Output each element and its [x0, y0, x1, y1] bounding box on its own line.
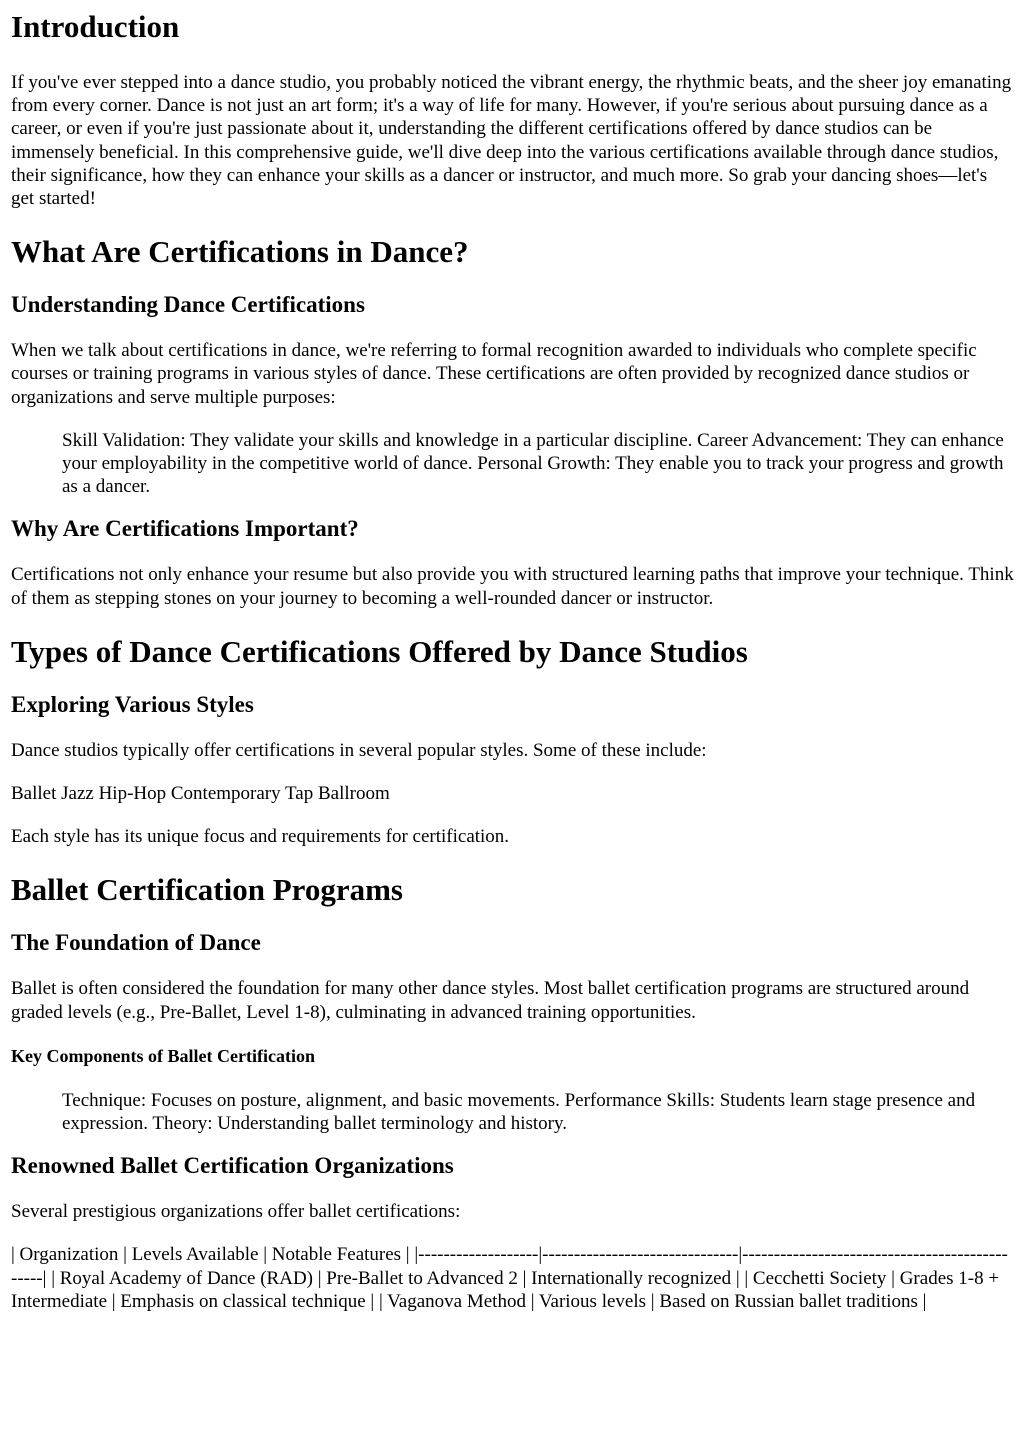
styles-list-paragraph: Ballet Jazz Hip-Hop Contemporary Tap Ballroom: [11, 783, 390, 805]
organizations-table-text: | Organization | Levels Available | Notable Features | |-------------------|-------------------------------|-----------------------------------------------| | Royal Academy of Dance (RAD) | Pre-Ballet to Advanced 2 | Internationally recognized | | Cecchetti Society | Grades 1-8 + Intermediate | Emphasis on classical technique | | Vaganova Method | Various levels | Based on Russian ballet traditions |: [11, 1244, 1008, 1312]
understanding-paragraph: When we talk about certifications in dance, we're referring to formal recognition awarded to individuals who complete specific courses or training programs in various styles of dance. These certifications are often provided by recognized dance studios or organizations and serve multiple purposes:: [11, 340, 977, 408]
components-heading: Key Components of Ballet Certification: [11, 1045, 315, 1066]
purposes-quote: Skill Validation: They validate your skills and knowledge in a particular discipline. Career Advancement: They can enhance your employability in the competitive world of dance. Personal Growth: They enable you to track your progress and growth as a dancer.: [62, 429, 1004, 498]
understanding-heading: Understanding Dance Certifications: [11, 292, 365, 318]
foundation-paragraph: Ballet is often considered the foundation for many other dance styles. Most ballet certification programs are structured around graded levels (e.g., Pre-Ballet, Level 1-8), culminating in advanced training opportunities.: [11, 978, 970, 1023]
what-are-certifications-heading: What Are Certifications in Dance?: [11, 234, 469, 270]
article: [0, 9, 1024, 1313]
organizations-intro-paragraph: Several prestigious organizations offer ballet certifications:: [11, 1201, 461, 1223]
intro-paragraph: If you've ever stepped into a dance studio, you probably noticed the vibrant energy, the rhythmic beats, and the sheer joy emanating from every corner. Dance is not just an art form; it's a way of life for many. However, if you're serious about pursuing dance as a career, or even if you're just passionate about it, understanding the different certifications offered by dance studios can be immensely beneficial. In this comprehensive guide, we'll dive deep into the various certifications available through dance studios, their significance, how they can enhance your skills as a dancer or instructor, and much more. So grab your dancing shoes—let's get started!: [11, 72, 1012, 210]
intro-heading: Introduction: [11, 9, 180, 44]
styles-intro-paragraph: Dance studios typically offer certifications in several popular styles. Some of these include:: [11, 739, 707, 761]
styles-heading: Exploring Various Styles: [11, 691, 254, 717]
foundation-heading: The Foundation of Dance: [11, 930, 261, 956]
types-heading: Types of Dance Certifications Offered by Dance Studios: [11, 633, 748, 669]
organizations-heading: Renowned Ballet Certification Organizations: [11, 1153, 454, 1179]
components-quote: Technique: Focuses on posture, alignment, and basic movements. Performance Skills: Students learn stage presence and expression. Theory: Understanding ballet terminology and history.: [62, 1089, 976, 1135]
why-paragraph: Certifications not only enhance your resume but also provide you with structured learning paths that improve your technique. Think of them as stepping stones on your journey to becoming a well-rounded dancer or instructor.: [11, 564, 1014, 609]
ballet-heading: Ballet Certification Programs: [11, 872, 403, 908]
styles-note-paragraph: Each style has its unique focus and requirements for certification.: [11, 826, 510, 848]
why-heading: Why Are Certifications Important?: [11, 516, 359, 542]
